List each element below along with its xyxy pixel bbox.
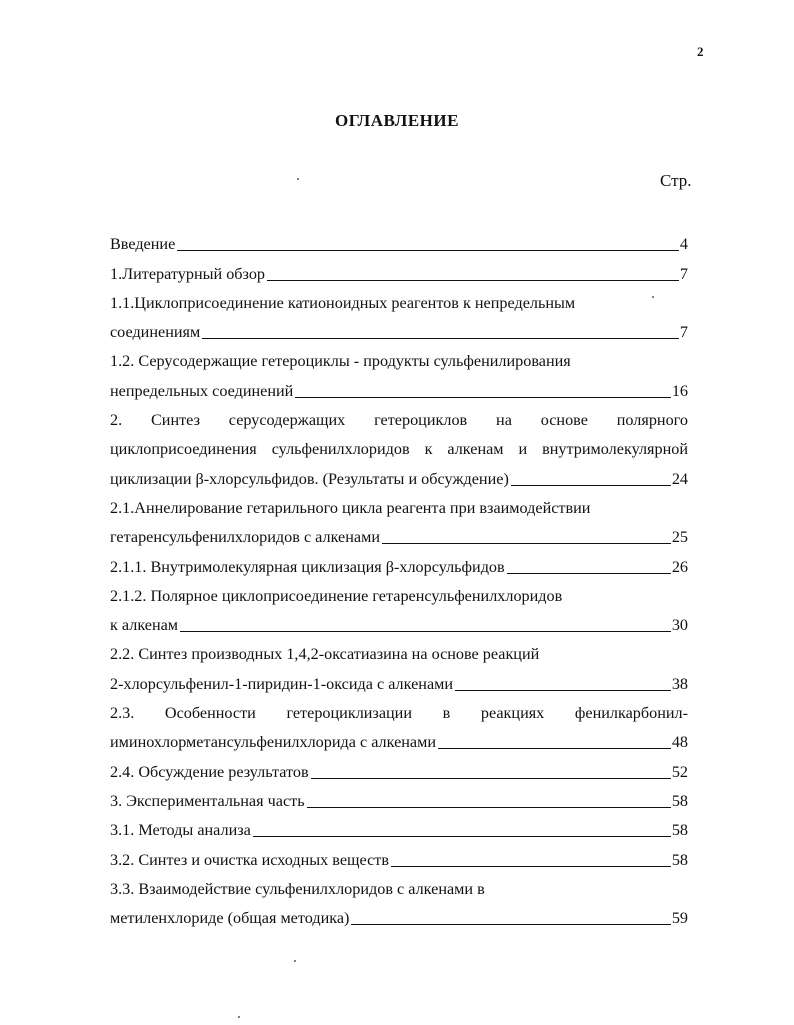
toc-entry-text: 2. Синтез серусодержащих гетероциклов на основе полярного [110,411,688,430]
toc-entry-introduction [110,226,688,255]
toc-entry-2-1-line1 [110,490,688,519]
page-title: ОГЛАВЛЕНИЕ [335,111,459,130]
toc-leader-line [351,923,670,925]
toc-leader-line [311,777,671,779]
toc-entry-text: 1.Литературный обзор [110,264,266,283]
toc-leader-line [295,396,670,398]
toc-entry-text: циклизации β-хлорсульфидов. (Результаты и обсуждение) [110,469,509,488]
toc-entry-2-line3 [110,460,688,489]
toc-entry-page: 38 [671,674,688,693]
toc-entry-3-1 [110,812,688,841]
toc-entry-3-3-line1 [110,871,688,900]
toc-entry-1-1-line2 [110,314,688,343]
toc-entry-1-2-line2 [110,372,688,401]
toc-entry-text: 2.3. Особенности гетероциклизации в реакциях фенилкарбонил- [110,704,688,723]
toc-entry-2-line1 [110,402,688,431]
toc-entry-text: 2.1.2. Полярное циклоприсоединение гетаренсульфенилхлоридов [110,586,563,605]
toc-entry-text: метиленхлориде (общая методика) [110,909,350,928]
toc-entry-text: 2.2. Синтез производных 1,4,2-оксатиазина на основе реакций [110,645,540,664]
toc-entry-page: 26 [671,557,688,576]
toc-entry-text: Введение [110,235,176,254]
toc-entry-text: 3.3. Взаимодействие сульфенилхлоридов с алкенами в [110,879,485,898]
toc-leader-line [202,337,679,339]
toc-leader-line [438,747,671,749]
toc-leader-line [253,835,671,837]
toc-entry-page: 59 [671,909,688,928]
toc-leader-line [307,806,671,808]
toc-entry-text: к алкенам [110,616,179,635]
toc-entry-text: непредельных соединений [110,381,294,400]
page-column-label: Стр. [660,171,692,190]
toc-leader-line [180,630,671,632]
toc-entry-page: 58 [671,791,688,810]
toc-leader-line [267,279,679,281]
toc-entry-page: 24 [671,469,688,488]
scan-speck [238,1016,240,1018]
toc-entry-text: 2.1.1. Внутримолекулярная циклизация β-хлорсульфидов [110,557,505,576]
toc-entry-page: 7 [679,264,688,283]
toc-entry-text: 1.1.Циклоприсоединение катионоидных реагентов к непредельным [110,293,576,312]
toc-entry-2-1-1 [110,548,688,577]
toc-entry-page: 30 [671,616,688,635]
toc-entry-2-4 [110,753,688,782]
toc-entry-page: 4 [679,235,688,254]
toc-leader-line [382,542,671,544]
toc-entry-1-1-line1 [110,285,688,314]
toc-leader-line [507,572,671,574]
toc-entry-page: 16 [671,381,688,400]
toc-entry-text: 3.2. Синтез и очистка исходных веществ [110,850,389,869]
toc-entry-text: соединениям [110,323,201,342]
toc-entry-text: гетаренсульфенилхлоридов с алкенами [110,528,380,547]
toc-entry-page: 48 [671,733,688,752]
toc-entry-page: 25 [671,528,688,547]
toc-entry-2-1-2-line2 [110,607,688,636]
toc-entry-3-3-line2 [110,900,688,929]
toc-entry-page: 52 [671,762,688,781]
toc-entry-text: 3.1. Методы анализа [110,821,251,840]
toc-entry-2-2-line1 [110,636,688,665]
toc-entry-text: иминохлорметансульфенилхлорида с алкенами [110,733,437,752]
toc-entry-page: 7 [679,323,688,342]
toc-leader-line [511,484,671,486]
toc-entry-2-2-line2 [110,665,688,694]
page-number: 2 [697,44,704,59]
toc-entry-2-1-line2 [110,519,688,548]
toc-entry-2-line2 [110,431,688,460]
scan-speck [297,178,299,180]
toc-entry-page: 58 [671,850,688,869]
toc-entry-text: 2.1.Аннелирование гетарильного цикла реагента при взаимодействии [110,498,591,517]
toc-entry-text: 3. Экспериментальная часть [110,791,305,810]
toc-entry-1-2-line1 [110,343,688,372]
toc-leader-line [177,249,679,251]
toc-leader-line [391,865,671,867]
toc-entry-text: циклоприсоединения сульфенилхлоридов к алкенам и внутримолекулярной [110,440,688,459]
toc-entry-3-2 [110,841,688,870]
toc-entry-2-3-line1 [110,695,688,724]
toc-entry-2-3-line2 [110,724,688,753]
toc-leader-line [455,689,671,691]
toc-entry-text: 2-хлорсульфенил-1-пиридин-1-оксида с алкенами [110,674,454,693]
scan-speck [652,296,654,298]
toc-entry-text: 1.2. Серусодержащие гетероциклы - продукты сульфенилирования [110,352,571,371]
toc-entry-2-1-2-line1 [110,578,688,607]
table-of-contents [110,226,688,929]
toc-entry-page: 58 [671,821,688,840]
toc-entry-literature-review [110,255,688,284]
toc-entry-text: 2.4. Обсуждение результатов [110,762,309,781]
toc-entry-3 [110,783,688,812]
scan-speck [294,960,296,962]
